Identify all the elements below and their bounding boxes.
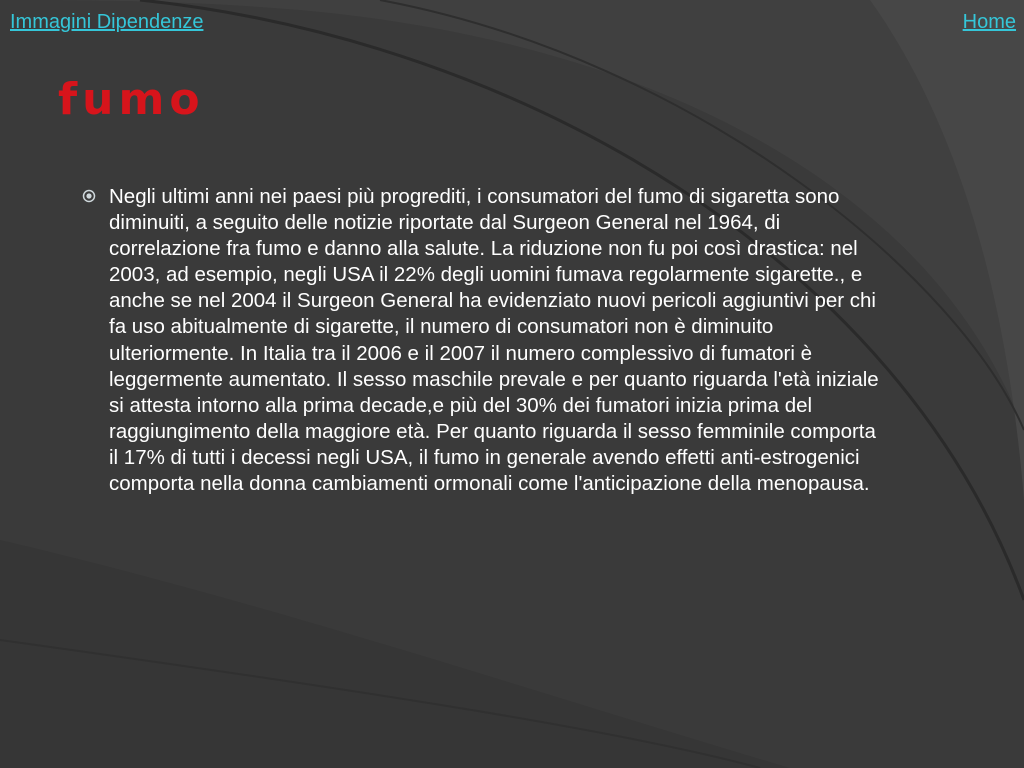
immagini-dipendenze-link[interactable]: Immagini Dipendenze	[10, 11, 204, 33]
bullet-paragraph: Negli ultimi anni nei paesi più progrediti, i consumatori del fumo di sigaretta sono diminuiti, a seguito delle notizie riportate dal Surgeon General nel 1964, di correlazione fra fumo e danno alla salute. La riduzione non fu poi così drastica: nel 2003, ad esempio, negli USA il 22% degli uomini fumava regolarmente sigarette., e anche se nel 2004 il Surgeon General ha evidenziato nuovi pericoli aggiuntivi per chi fa uso abitualmente di sigarette, il numero di consumatori non è diminuito ulteriormente. In Italia tra il 2006 e il 2007 il numero complessivo di fumatori è leggermente aumentato. Il sesso maschile prevale e per quanto riguarda l'età iniziale si attesta intorno alla prima decade,e più del 30% dei fumatori inizia prima del raggiungimento della maggiore età. Per quanto riguarda il sesso femminile comporta il 17% di tutti i decessi negli USA, il fumo in generale avendo effetti anti-estrogenici comporta nella donna cambiamenti ormonali come l'anticipazione della menopausa.	[109, 185, 879, 496]
slide-title: fumo	[58, 74, 205, 125]
circle-bullet-icon	[82, 189, 96, 203]
home-link[interactable]: Home	[962, 11, 1016, 33]
